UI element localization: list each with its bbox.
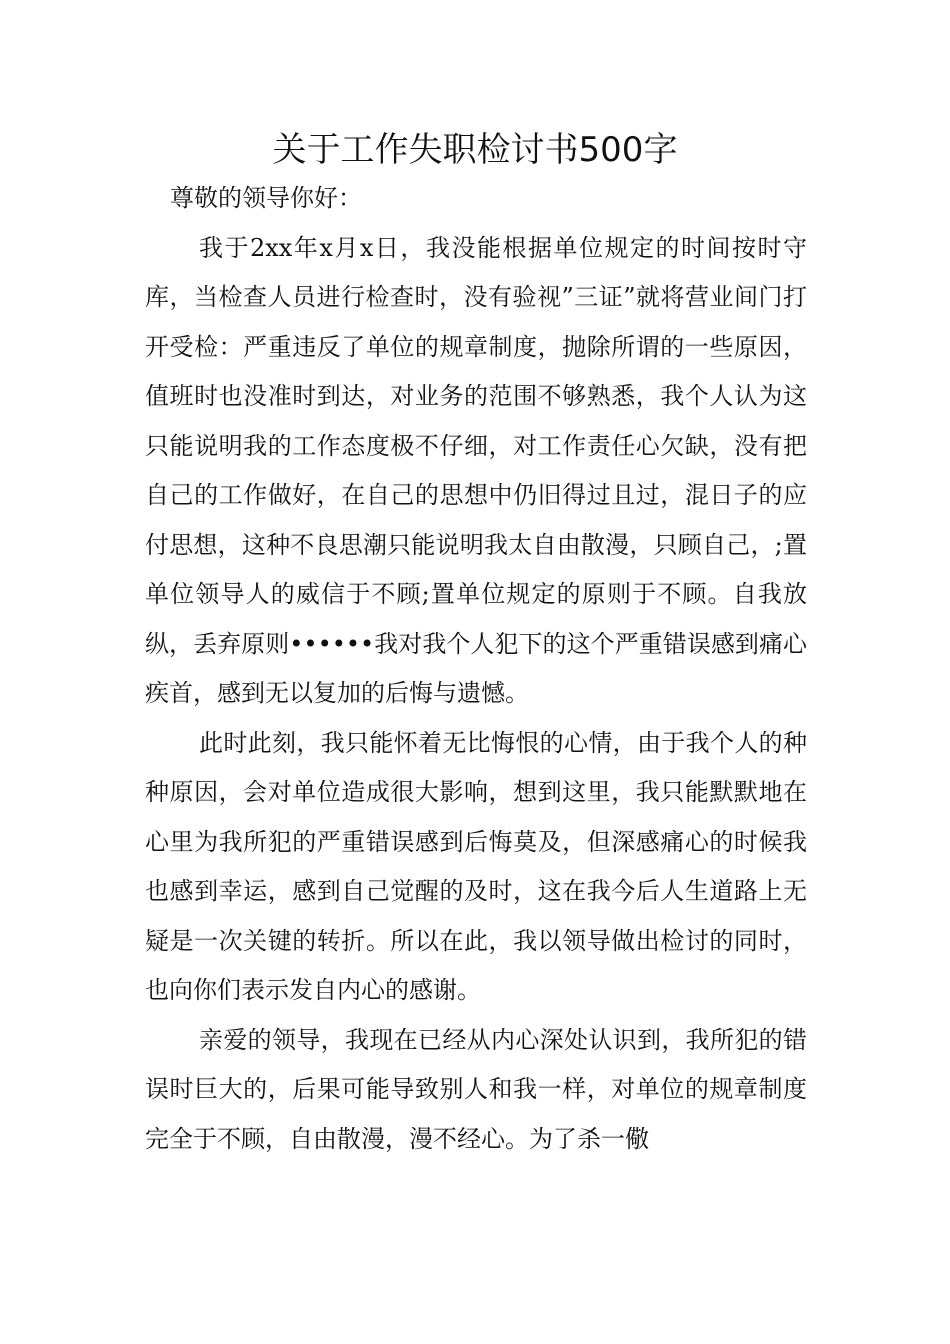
salutation: 尊敬的领导你好： xyxy=(170,184,362,212)
paragraph-2: 此时此刻，我只能怀着无比悔恨的心情，由于我个人的种种原因，会对单位造成很大影响，想到这里，我只能默默地在心里为我所犯的严重错误感到后悔莫及，但深感痛心的时候我也感到幸运，感到自己觉醒的及时，这在我今后人生道路上无疑是一次关键的转折。所以在此，我以领导做出检讨的同时，也向你们表示发自内心的感谢。 xyxy=(145,728,807,1004)
paragraph-3: 亲爱的领导，我现在已经从内心深处认识到，我所犯的错误时巨大的，后果可能导致别人和我一样，对单位的规章制度完全于不顾，自由散漫，漫不经心。为了杀一儆 xyxy=(145,1025,807,1153)
document-title: 关于工作失职检讨书500字 xyxy=(272,130,678,170)
paragraph-1: 我于2xx年x月x日，我没能根据单位规定的时间按时守库，当检查人员进行检查时，没有验视”三证”就将营业间门打开受检：严重违反了单位的规章制度，抛除所谓的一些原因，值班时也没准时到达，对业务的范围不够熟悉，我个人认为这只能说明我的工作态度极不仔细，对工作责任心欠缺，没有把自己的工作做好，在自己的思想中仍旧得过且过，混日子的应付思想，这种不良思潮只能说明我太自由散漫，只顾自己，;置单位领导人的威信于不顾;置单位规定的原则于不顾。自我放纵，丢弃原则••••••我对我个人犯下的这个严重错误感到痛心疾首，感到无以复加的后悔与遗憾。 xyxy=(145,233,807,707)
document-body xyxy=(145,174,807,1164)
